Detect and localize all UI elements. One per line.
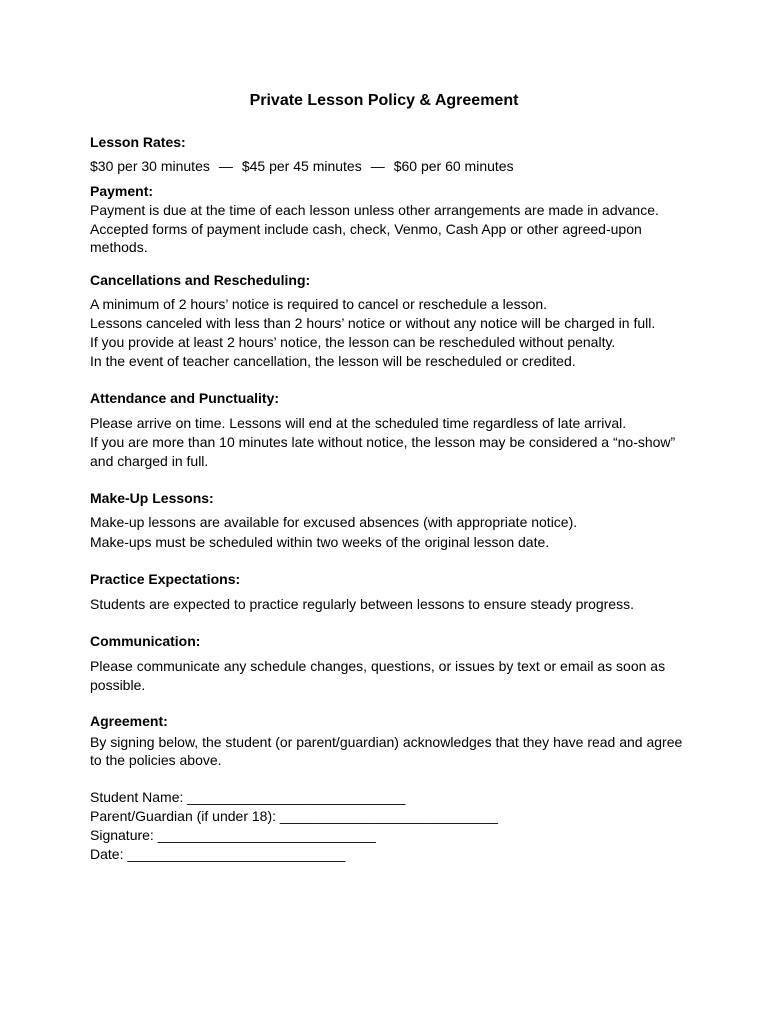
communication-line: possible. [90,677,146,693]
agreement-line: By signing below, the student (or parent/guardian) acknowledges that they have read and agree [90,734,683,750]
signature-blank[interactable]: ____________________________ [157,827,376,843]
cancellations-line: If you provide at least 2 hours’ notice, the lesson can be rescheduled without penalty. [90,334,616,350]
rate-separator: — [370,158,385,174]
makeup-heading: Make-Up Lessons: [90,490,214,506]
agreement-heading: Agreement: [90,713,168,729]
cancellations-line: In the event of teacher cancellation, the lesson will be rescheduled or credited. [90,353,576,369]
makeup-line: Make-ups must be scheduled within two weeks of the original lesson date. [90,534,550,550]
payment-line: Accepted forms of payment include cash, check, Venmo, Cash App or other agreed-upon [90,221,642,237]
student-name-field[interactable] [90,788,405,807]
practice-line: Students are expected to practice regularly between lessons to ensure steady progress. [90,596,634,612]
guardian-label: Parent/Guardian (if under 18): [90,808,276,824]
agreement-line: to the policies above. [90,752,222,768]
document-title: Private Lesson Policy & Agreement [249,92,519,109]
guardian-field[interactable] [90,807,498,826]
cancellations-line: A minimum of 2 hours’ notice is required to cancel or reschedule a lesson. [90,296,548,312]
guardian-blank[interactable]: ____________________________ [279,808,498,824]
student-name-blank[interactable]: ____________________________ [187,789,406,805]
attendance-line: If you are more than 10 minutes late without notice, the lesson may be considered a “no-show” [90,434,676,450]
date-blank[interactable]: ____________________________ [127,846,346,862]
signature-field[interactable] [90,826,376,845]
rates-line [90,157,514,176]
makeup-line: Make-up lessons are available for excused absences (with appropriate notice). [90,514,578,530]
cancellations-line: Lessons canceled with less than 2 hours’ notice or without any notice will be charged in full. [90,315,656,331]
signature-label: Signature: [90,827,154,843]
practice-heading: Practice Expectations: [90,571,241,587]
cancellations-heading: Cancellations and Rescheduling: [90,272,311,288]
payment-line: methods. [90,239,148,255]
communication-line: Please communicate any schedule changes, questions, or issues by text or email as soon as [90,658,666,674]
rate-60: $60 per 60 minutes [393,158,514,174]
payment-heading: Payment: [90,183,154,199]
rate-separator: — [218,158,233,174]
rates-heading: Lesson Rates: [90,134,186,150]
rate-30: $30 per 30 minutes [90,158,210,174]
rate-45: $45 per 45 minutes [241,158,362,174]
attendance-heading: Attendance and Punctuality: [90,390,280,406]
date-field[interactable] [90,845,345,864]
student-name-label: Student Name: [90,789,184,805]
date-label: Date: [90,846,124,862]
attendance-line: and charged in full. [90,453,209,469]
communication-heading: Communication: [90,633,201,649]
attendance-line: Please arrive on time. Lessons will end at the scheduled time regardless of late arrival. [90,415,627,431]
payment-line: Payment is due at the time of each lesson unless other arrangements are made in advance. [90,202,659,218]
